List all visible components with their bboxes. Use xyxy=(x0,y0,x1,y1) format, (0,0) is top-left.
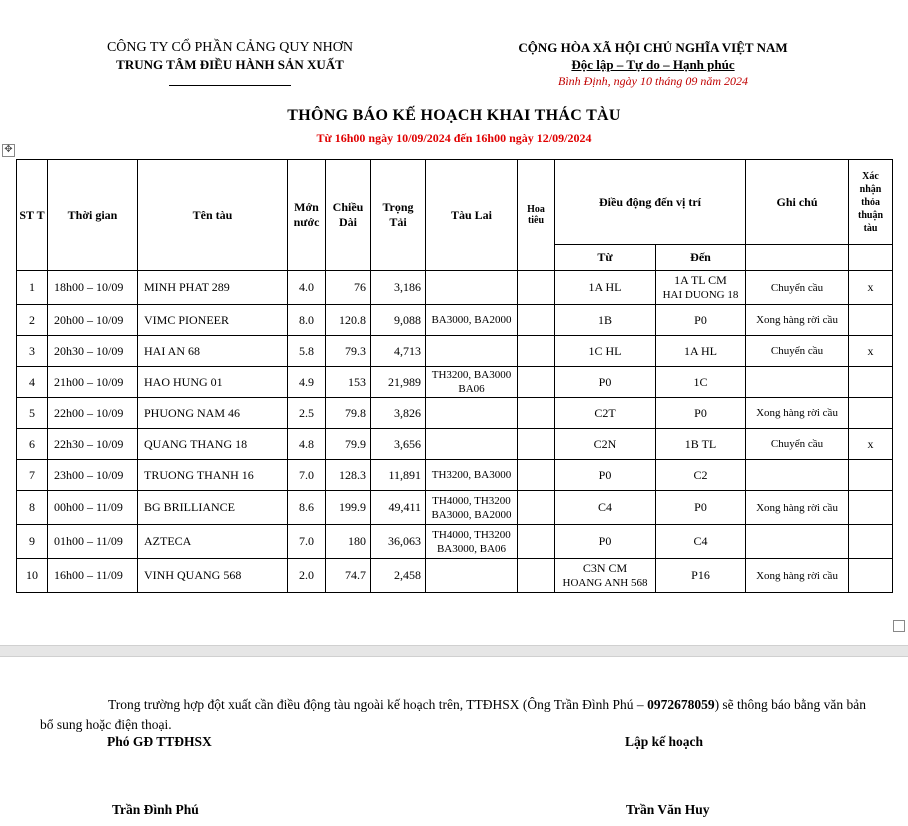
footer-text-suffix: ) sẽ thông báo bằng văn bản bổ sung hoặc điện thoại. xyxy=(40,697,867,732)
cell-from xyxy=(555,271,656,305)
cell-note: Xong hàng rời cầu xyxy=(746,398,849,429)
cell-note xyxy=(746,367,849,398)
cell-pilot xyxy=(518,429,555,460)
cell-draft: 7.0 xyxy=(288,525,326,559)
cell-note: Xong hàng rời cầu xyxy=(746,559,849,593)
cell-pilot xyxy=(518,367,555,398)
cell-from: C4 xyxy=(555,491,656,525)
cell-stt: 9 xyxy=(17,525,48,559)
header-draft: Mớn nước xyxy=(288,160,326,271)
cell-draft: 8.6 xyxy=(288,491,326,525)
cell-length: 79.3 xyxy=(326,336,371,367)
cell-tonnage: 49,411 xyxy=(371,491,426,525)
cell-ship-name: AZTECA xyxy=(138,525,288,559)
cell-tug: BA3000, BA2000 xyxy=(426,305,518,336)
cell-confirm: x xyxy=(849,336,893,367)
cell-draft: 2.5 xyxy=(288,398,326,429)
signature-left-name: Trần Đình Phú xyxy=(112,802,199,817)
header-confirm-sub xyxy=(849,245,893,271)
cell-from-sub: HOANG ANH 568 xyxy=(562,577,648,589)
cell-stt: 1 xyxy=(17,271,48,305)
header-stt: ST T xyxy=(17,160,48,271)
cell-ship-name: HAI AN 68 xyxy=(138,336,288,367)
table-move-handle-icon[interactable]: ✥ xyxy=(2,144,15,157)
cell-tug xyxy=(426,271,518,305)
cell-confirm: x xyxy=(849,429,893,460)
table-row xyxy=(17,429,893,460)
cell-tug: TH3200, BA3000 xyxy=(426,460,518,491)
cell-length: 153 xyxy=(326,367,371,398)
cell-draft: 2.0 xyxy=(288,559,326,593)
cell-to: P0 xyxy=(656,398,746,429)
cell-ship-name: VINH QUANG 568 xyxy=(138,559,288,593)
cell-confirm: x xyxy=(849,271,893,305)
cell-tonnage: 9,088 xyxy=(371,305,426,336)
header-time: Thời gian xyxy=(48,160,138,271)
cell-confirm xyxy=(849,491,893,525)
cell-time: 01h00 – 11/09 xyxy=(48,525,138,559)
header-note: Ghi chú xyxy=(746,160,849,245)
cell-note xyxy=(746,460,849,491)
document-date: Bình Định, ngày 10 tháng 09 năm 2024 xyxy=(558,74,748,88)
cell-confirm xyxy=(849,367,893,398)
header-note-sub xyxy=(746,245,849,271)
cell-time: 22h30 – 10/09 xyxy=(48,429,138,460)
cell-ship-name: HAO HUNG 01 xyxy=(138,367,288,398)
cell-pilot xyxy=(518,559,555,593)
cell-stt: 7 xyxy=(17,460,48,491)
cell-note: Chuyển cầu xyxy=(746,429,849,460)
cell-note: Chuyển cầu xyxy=(746,271,849,305)
cell-to: C2 xyxy=(656,460,746,491)
cell-note: Xong hàng rời cầu xyxy=(746,491,849,525)
header-underline xyxy=(169,85,291,86)
table-row xyxy=(17,336,893,367)
cell-from xyxy=(555,559,656,593)
cell-confirm xyxy=(849,460,893,491)
cell-to: P16 xyxy=(656,559,746,593)
cell-draft: 5.8 xyxy=(288,336,326,367)
cell-time: 16h00 – 11/09 xyxy=(48,559,138,593)
cell-tug xyxy=(426,336,518,367)
cell-from: P0 xyxy=(555,367,656,398)
cell-time: 23h00 – 10/09 xyxy=(48,460,138,491)
cell-to: 1A HL xyxy=(656,336,746,367)
document-period: Từ 16h00 ngày 10/09/2024 đến 16h00 ngày 12/09/2024 xyxy=(316,131,592,145)
table-row xyxy=(17,525,893,559)
signature-right-title: Lập kế hoạch xyxy=(625,734,704,749)
cell-ship-name: TRUONG THANH 16 xyxy=(138,460,288,491)
cell-length: 128.3 xyxy=(326,460,371,491)
header-tonnage: Trọng Tải xyxy=(371,160,426,271)
cell-to-sub: HAI DUONG 18 xyxy=(662,289,739,301)
header-ship-name: Tên tàu xyxy=(138,160,288,271)
cell-tonnage: 2,458 xyxy=(371,559,426,593)
country-name: CỘNG HÒA XÃ HỘI CHỦ NGHĨA VIỆT NAM xyxy=(518,40,788,55)
cell-tug: TH4000, TH3200 BA3000, BA2000 xyxy=(426,491,518,525)
cell-from-main: C3N CM xyxy=(582,561,628,575)
cell-time: 00h00 – 11/09 xyxy=(48,491,138,525)
cell-draft: 4.0 xyxy=(288,271,326,305)
cell-from: C2T xyxy=(555,398,656,429)
cell-ship-name: MINH PHAT 289 xyxy=(138,271,288,305)
cell-ship-name: PHUONG NAM 46 xyxy=(138,398,288,429)
cell-to-main: 1A TL CM xyxy=(674,273,727,287)
cell-to: P0 xyxy=(656,305,746,336)
cell-note: Xong hàng rời cầu xyxy=(746,305,849,336)
cell-to xyxy=(656,271,746,305)
cell-pilot xyxy=(518,305,555,336)
cell-tonnage: 3,826 xyxy=(371,398,426,429)
cell-ship-name: BG BRILLIANCE xyxy=(138,491,288,525)
cell-confirm xyxy=(849,525,893,559)
cell-pilot xyxy=(518,525,555,559)
cell-stt: 2 xyxy=(17,305,48,336)
cell-pilot xyxy=(518,460,555,491)
cell-tonnage: 21,989 xyxy=(371,367,426,398)
table-row xyxy=(17,460,893,491)
cell-time: 18h00 – 10/09 xyxy=(48,271,138,305)
cell-tonnage: 3,186 xyxy=(371,271,426,305)
signature-left-title: Phó GĐ TTĐHSX xyxy=(107,734,212,749)
cell-stt: 8 xyxy=(17,491,48,525)
cell-confirm xyxy=(849,305,893,336)
cell-draft: 8.0 xyxy=(288,305,326,336)
cell-length: 79.8 xyxy=(326,398,371,429)
table-row xyxy=(17,491,893,525)
table-row xyxy=(17,271,893,305)
table-row xyxy=(17,367,893,398)
cell-stt: 10 xyxy=(17,559,48,593)
cell-stt: 4 xyxy=(17,367,48,398)
national-header xyxy=(488,40,818,89)
table-row xyxy=(17,559,893,593)
cell-tug xyxy=(426,559,518,593)
cell-note xyxy=(746,525,849,559)
cell-tug: TH4000, TH3200 BA3000, BA06 xyxy=(426,525,518,559)
company-header xyxy=(60,40,400,91)
cell-length: 199.9 xyxy=(326,491,371,525)
cell-draft: 4.8 xyxy=(288,429,326,460)
header-length: Chiều Dài xyxy=(326,160,371,271)
cell-tug: TH3200, BA3000 BA06 xyxy=(426,367,518,398)
cell-from-main: 1A HL xyxy=(588,280,622,294)
page-separator xyxy=(0,645,908,657)
cell-length: 76 xyxy=(326,271,371,305)
header-to: Đến xyxy=(656,245,746,271)
cell-time: 20h00 – 10/09 xyxy=(48,305,138,336)
cell-draft: 4.9 xyxy=(288,367,326,398)
cell-from: 1B xyxy=(555,305,656,336)
signature-right-name: Trần Văn Huy xyxy=(626,802,710,817)
ship-plan-table xyxy=(16,159,893,593)
cell-length: 180 xyxy=(326,525,371,559)
cell-confirm xyxy=(849,559,893,593)
cell-from: P0 xyxy=(555,525,656,559)
header-from: Từ xyxy=(555,245,656,271)
document-title: THÔNG BÁO KẾ HOẠCH KHAI THÁC TÀU xyxy=(287,107,621,124)
header-pilot: Hoa tiêu xyxy=(518,160,555,271)
cell-to: C4 xyxy=(656,525,746,559)
cell-confirm xyxy=(849,398,893,429)
cell-note: Chuyển cầu xyxy=(746,336,849,367)
cell-time: 22h00 – 10/09 xyxy=(48,398,138,429)
table-row xyxy=(17,305,893,336)
cell-from: 1C HL xyxy=(555,336,656,367)
cell-stt: 3 xyxy=(17,336,48,367)
cell-from: C2N xyxy=(555,429,656,460)
cell-from: P0 xyxy=(555,460,656,491)
cell-length: 79.9 xyxy=(326,429,371,460)
cell-stt: 6 xyxy=(17,429,48,460)
cell-tonnage: 4,713 xyxy=(371,336,426,367)
cell-pilot xyxy=(518,336,555,367)
cell-tug xyxy=(426,398,518,429)
cell-length: 74.7 xyxy=(326,559,371,593)
national-motto: Độc lập – Tự do – Hạnh phúc xyxy=(571,57,735,72)
cell-ship-name: QUANG THANG 18 xyxy=(138,429,288,460)
cell-to: 1C xyxy=(656,367,746,398)
cell-pilot xyxy=(518,271,555,305)
cell-tonnage: 36,063 xyxy=(371,525,426,559)
cell-tonnage: 11,891 xyxy=(371,460,426,491)
cell-tonnage: 3,656 xyxy=(371,429,426,460)
footer-paragraph xyxy=(40,695,870,735)
cell-ship-name: VIMC PIONEER xyxy=(138,305,288,336)
cell-draft: 7.0 xyxy=(288,460,326,491)
cell-time: 20h30 – 10/09 xyxy=(48,336,138,367)
header-tug: Tàu Lai xyxy=(426,160,518,271)
contact-phone: 0972678059 xyxy=(647,697,715,712)
header-move: Điều động đến vị trí xyxy=(555,160,746,245)
table-row xyxy=(17,398,893,429)
department-name: TRUNG TÂM ĐIỀU HÀNH SẢN XUẤT xyxy=(116,57,344,72)
cell-pilot xyxy=(518,398,555,429)
cell-time: 21h00 – 10/09 xyxy=(48,367,138,398)
cell-to: P0 xyxy=(656,491,746,525)
header-confirm: Xác nhận thỏa thuận tàu xyxy=(849,160,893,245)
table-resize-handle[interactable] xyxy=(893,620,905,632)
cell-tug xyxy=(426,429,518,460)
company-name: CÔNG TY CỔ PHẦN CẢNG QUY NHƠN xyxy=(106,40,354,55)
cell-length: 120.8 xyxy=(326,305,371,336)
footer-text-prefix: Trong trường hợp đột xuất cần điều động tàu ngoài kế hoạch trên, TTĐHSX (Ông Trần Đình Phú – xyxy=(108,697,648,712)
cell-pilot xyxy=(518,491,555,525)
cell-stt: 5 xyxy=(17,398,48,429)
cell-to: 1B TL xyxy=(656,429,746,460)
